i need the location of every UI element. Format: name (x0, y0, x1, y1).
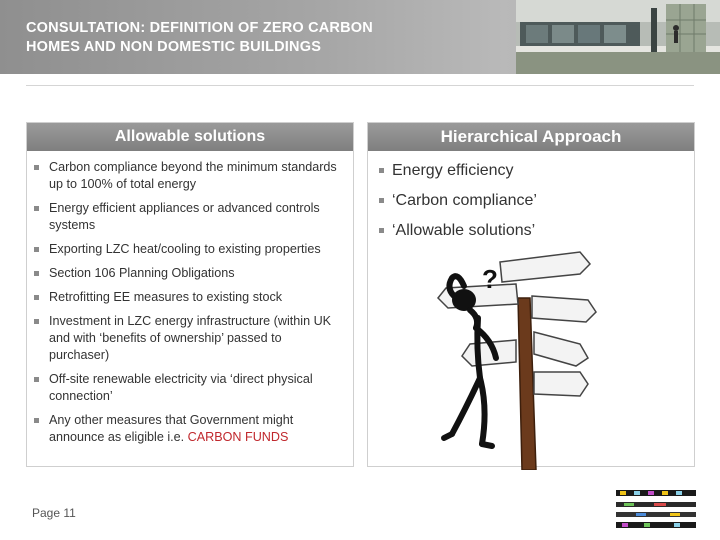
header-bar (0, 0, 720, 74)
list-item (33, 200, 345, 234)
slide-title (26, 19, 496, 57)
list-item-text: Section 106 Planning Obligations (49, 266, 235, 280)
list-item (33, 241, 345, 258)
allowable-solutions-box (26, 122, 354, 467)
hierarchical-approach-heading: Hierarchical Approach (368, 123, 694, 151)
bullet-icon (34, 206, 39, 211)
list-item-text: Energy efficient appliances or advanced controls systems (49, 201, 320, 232)
list-item (33, 412, 345, 446)
list-item-text: Off-site renewable electricity via ‘direct physical connection’ (49, 372, 313, 403)
list-item (378, 191, 686, 211)
bullet-icon (34, 295, 39, 300)
list-item (33, 159, 345, 193)
list-item (33, 371, 345, 405)
list-item-text: Investment in LZC energy infrastructure (within UK and with ‘benefits of ownership’ passed to purchaser) (49, 314, 332, 362)
list-item (33, 289, 345, 306)
signpost-arrow-sign (534, 332, 588, 366)
slide-title-line-1: CONSULTATION: DEFINITION OF ZERO CARBON (26, 20, 373, 36)
bullet-icon (379, 198, 384, 203)
list-item-text: Retrofitting EE measures to existing stock (49, 290, 283, 304)
bullet-icon (34, 319, 39, 324)
list-item (378, 161, 686, 181)
bullet-icon (34, 165, 39, 170)
bullet-icon (34, 271, 39, 276)
bullet-icon (379, 168, 384, 173)
organisation-logo-icon (614, 488, 698, 532)
list-item-text: Any other measures that Government might announce as eligible i.e. (49, 413, 294, 444)
allowable-solutions-heading: Allowable solutions (27, 123, 353, 151)
signpost-arrow-sign (500, 252, 590, 282)
list-item-text: Energy efficiency (392, 162, 514, 179)
list-item (33, 265, 345, 282)
slide-title-line-2: HOMES AND NON DOMESTIC BUILDINGS (26, 39, 322, 55)
header-divider (26, 85, 694, 86)
building-photo (516, 0, 720, 74)
list-item-text: ‘Carbon compliance’ (392, 192, 537, 209)
page-number: Page 11 (32, 506, 76, 520)
question-mark-icon: ? (482, 264, 498, 294)
list-item (33, 313, 345, 364)
signpost-arrow-sign (534, 372, 588, 396)
signpost-illustration (430, 248, 600, 470)
bullet-icon (34, 247, 39, 252)
list-item (378, 221, 686, 241)
hierarchical-approach-list (368, 151, 694, 241)
list-item-text: Exporting LZC heat/cooling to existing properties (49, 242, 321, 256)
list-item-text: ‘Allowable solutions’ (392, 222, 536, 239)
bullet-icon (379, 228, 384, 233)
building-photo-image (516, 0, 720, 74)
bullet-icon (34, 377, 39, 382)
signpost-arrow-sign (532, 296, 596, 322)
carbon-funds-highlight: CARBON FUNDS (187, 430, 289, 444)
bullet-icon (34, 418, 39, 423)
allowable-solutions-list (27, 151, 353, 446)
list-item-text: Carbon compliance beyond the minimum standards up to 100% of total energy (49, 160, 337, 191)
